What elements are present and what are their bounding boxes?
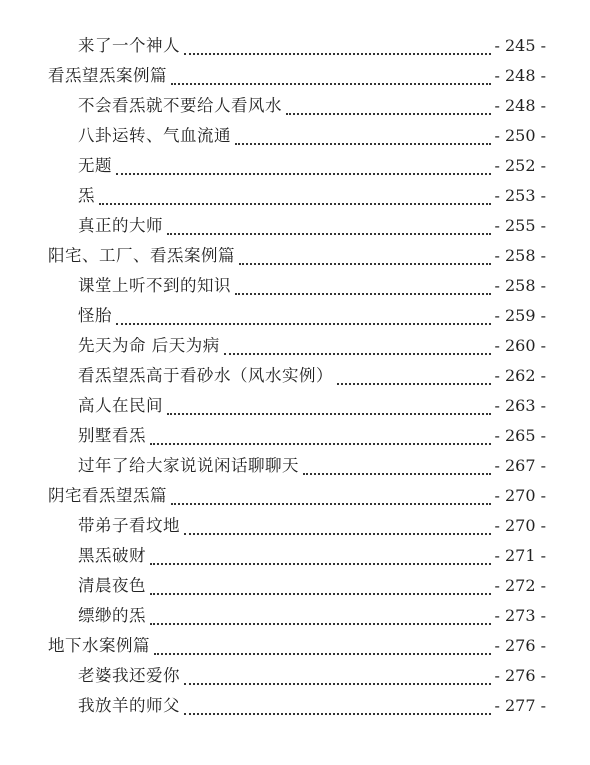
dot-leader: [167, 412, 491, 415]
toc-section-heading[interactable]: [0, 61, 590, 91]
dot-leader: [239, 262, 491, 265]
toc-entry[interactable]: [0, 121, 590, 151]
toc-entry-page: - 276 -: [494, 666, 546, 685]
toc-entry-page: - 258 -: [494, 246, 546, 265]
toc-entry-title: 课堂上听不到的知识: [78, 276, 231, 295]
toc-entry-page: - 271 -: [494, 546, 546, 565]
toc-entry-page: - 277 -: [494, 696, 546, 715]
toc-entry-page: - 263 -: [494, 396, 546, 415]
toc-entry-page: - 259 -: [494, 306, 546, 325]
toc-entry-title: 无题: [78, 156, 112, 175]
toc-entry[interactable]: [0, 331, 590, 361]
toc-entry-title: 怪胎: [78, 306, 112, 325]
toc-section-heading[interactable]: [0, 481, 590, 511]
dot-leader: [150, 562, 491, 565]
toc-entry[interactable]: [0, 151, 590, 181]
dot-leader: [150, 622, 491, 625]
toc-entry[interactable]: [0, 301, 590, 331]
toc-entry-title: 过年了给大家说说闲话聊聊天: [78, 456, 299, 475]
toc-entry-title: 地下水案例篇: [48, 636, 150, 655]
toc-entry-page: - 270 -: [494, 516, 546, 535]
toc-entry[interactable]: [0, 181, 590, 211]
toc-entry[interactable]: [0, 391, 590, 421]
dot-leader: [224, 352, 491, 355]
dot-leader: [184, 712, 491, 715]
toc-entry-page: - 245 -: [494, 36, 546, 55]
dot-leader: [337, 382, 491, 385]
dot-leader: [171, 82, 491, 85]
toc-entry-title: 缥缈的炁: [78, 606, 146, 625]
dot-leader: [235, 292, 491, 295]
toc-entry[interactable]: [0, 271, 590, 301]
toc-entry[interactable]: [0, 421, 590, 451]
dot-leader: [184, 682, 491, 685]
dot-leader: [184, 532, 491, 535]
toc-entry[interactable]: [0, 211, 590, 241]
toc-entry-page: - 258 -: [494, 276, 546, 295]
dot-leader: [116, 172, 491, 175]
toc-entry-page: - 253 -: [494, 186, 546, 205]
toc-entry-page: - 248 -: [494, 96, 546, 115]
dot-leader: [150, 592, 491, 595]
toc-entry-page: - 262 -: [494, 366, 546, 385]
toc-entry-title: 炁: [78, 186, 95, 205]
dot-leader: [116, 322, 491, 325]
toc-entry[interactable]: [0, 451, 590, 481]
toc-entry[interactable]: [0, 571, 590, 601]
dot-leader: [150, 442, 491, 445]
toc-entry-title: 带弟子看坟地: [78, 516, 180, 535]
toc-entry-page: - 260 -: [494, 336, 546, 355]
toc-entry-title: 看炁望炁高于看砂水（风水实例）: [78, 366, 333, 385]
toc-entry[interactable]: [0, 691, 590, 721]
dot-leader: [184, 52, 491, 55]
dot-leader: [167, 232, 491, 235]
toc-entry-title: 阳宅、工厂、看炁案例篇: [48, 246, 235, 265]
toc-entry-title: 不会看炁就不要给人看风水: [78, 96, 282, 115]
toc-entry-page: - 276 -: [494, 636, 546, 655]
toc-entry-title: 老婆我还爱你: [78, 666, 180, 685]
toc-entry[interactable]: [0, 541, 590, 571]
toc-entry-page: - 270 -: [494, 486, 546, 505]
toc-entry[interactable]: [0, 661, 590, 691]
toc-entry-title: 来了一个神人: [78, 36, 180, 55]
toc-entry-title: 先天为命 后天为病: [78, 336, 220, 355]
table-of-contents: [0, 31, 590, 721]
dot-leader: [303, 472, 491, 475]
toc-entry[interactable]: [0, 361, 590, 391]
toc-entry-title: 黑炁破财: [78, 546, 146, 565]
dot-leader: [286, 112, 491, 115]
toc-entry[interactable]: [0, 91, 590, 121]
toc-entry-title: 别墅看炁: [78, 426, 146, 445]
toc-entry-title: 阴宅看炁望炁篇: [48, 486, 167, 505]
dot-leader: [235, 142, 491, 145]
toc-entry-title: 八卦运转、气血流通: [78, 126, 231, 145]
toc-entry[interactable]: [0, 31, 590, 61]
toc-entry-title: 我放羊的师父: [78, 696, 180, 715]
toc-section-heading[interactable]: [0, 241, 590, 271]
toc-section-heading[interactable]: [0, 631, 590, 661]
toc-entry-title: 高人在民间: [78, 396, 163, 415]
dot-leader: [99, 202, 491, 205]
toc-entry[interactable]: [0, 601, 590, 631]
dot-leader: [171, 502, 491, 505]
toc-entry-page: - 255 -: [494, 216, 546, 235]
toc-entry-title: 清晨夜色: [78, 576, 146, 595]
toc-entry-page: - 252 -: [494, 156, 546, 175]
toc-entry-page: - 248 -: [494, 66, 546, 85]
toc-entry-page: - 272 -: [494, 576, 546, 595]
toc-entry-page: - 273 -: [494, 606, 546, 625]
toc-entry-page: - 267 -: [494, 456, 546, 475]
toc-entry[interactable]: [0, 511, 590, 541]
dot-leader: [154, 652, 491, 655]
toc-entry-page: - 250 -: [494, 126, 546, 145]
toc-entry-title: 看炁望炁案例篇: [48, 66, 167, 85]
toc-entry-title: 真正的大师: [78, 216, 163, 235]
toc-entry-page: - 265 -: [494, 426, 546, 445]
